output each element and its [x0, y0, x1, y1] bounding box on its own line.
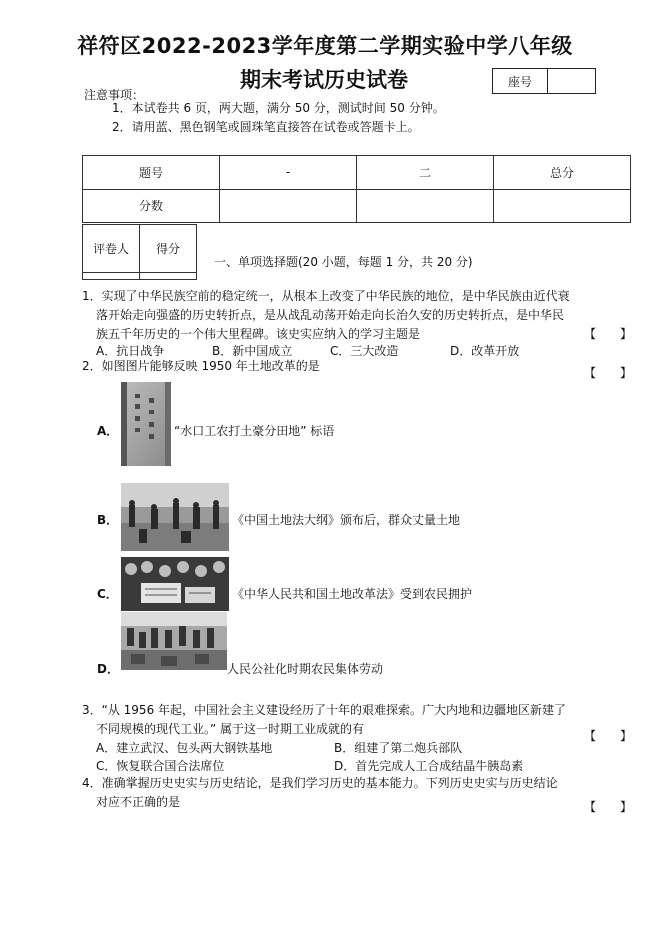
score-entry-cell[interactable]: [494, 189, 631, 223]
slogan-photo-image: [121, 382, 171, 466]
question-2-option-d-caption[interactable]: 人民公社化时期农民集体劳动: [227, 662, 384, 676]
question-4-answer-bracket[interactable]: 【 】: [584, 800, 633, 814]
notes-heading: 注意事项：: [84, 88, 145, 102]
question-3-option-d[interactable]: D．首先完成人工合成结晶牛胰岛素: [334, 759, 524, 773]
question-1-option-b[interactable]: B．新中国成立: [212, 344, 293, 358]
land-survey-photo-image: [121, 483, 229, 551]
seat-number-field[interactable]: [548, 69, 595, 93]
question-2-option-b-letter[interactable]: B．: [97, 513, 119, 527]
question-4-line: 4．准确掌握历史史实与历史结论，是我们学习历史的基本能力。下列历史史实与历史结论: [82, 776, 558, 790]
question-1-option-a[interactable]: A．抗日战争: [96, 344, 165, 358]
commune-labor-photo-image: [121, 612, 227, 670]
grader-reviewer-field[interactable]: [83, 272, 140, 279]
question-4-line: 对应不正确的是: [96, 795, 181, 809]
grader-score-field[interactable]: [140, 272, 197, 279]
score-table-header-row: [83, 156, 631, 190]
score-table-score-row: [83, 189, 631, 223]
question-2-option-c-caption[interactable]: 《中华人民共和国土地改革法》受到农民拥护: [232, 587, 473, 601]
question-1-option-d[interactable]: D．改革开放: [450, 344, 520, 358]
section-1-heading: 一、单项选择题(20 小题，每题 1 分，共 20 分): [214, 255, 473, 269]
slogan-photo: [121, 382, 171, 466]
question-3-option-a[interactable]: A．建立武汉、包头两大钢铁基地: [96, 741, 273, 755]
question-3-answer-bracket[interactable]: 【 】: [584, 729, 633, 743]
exam-title-line2: 期末考试历史试卷: [240, 68, 408, 92]
grader-box: [82, 224, 197, 280]
score-entry-cell[interactable]: [220, 189, 357, 223]
seat-number-label: 座号: [493, 69, 548, 93]
question-1-line: 落开始走向强盛的历史转折点，是从战乱动荡开始走向长治久安的历史转折点，是中华民: [96, 308, 565, 322]
question-2-option-a-letter[interactable]: A．: [97, 424, 119, 438]
land-reform-law-photo: [121, 557, 229, 611]
score-table-cell: 分数: [83, 189, 220, 223]
question-2-option-b-caption[interactable]: 《中国土地法大纲》颁布后，群众丈量土地: [232, 513, 461, 527]
grader-reviewer-label: 评卷人: [83, 225, 140, 273]
commune-labor-photo: [121, 612, 227, 670]
exam-title-line1: 祥符区2022-2023学年度第二学期实验中学八年级: [77, 34, 573, 58]
notes-item-2: 2．请用蓝、黑色钢笔或圆珠笔直接答在试卷或答题卡上。: [112, 120, 420, 134]
question-1-line: 族五千年历史的一个伟大里程碑。该史实应纳入的学习主题是: [96, 327, 421, 341]
question-3-line: 不同规模的现代工业。” 属于这一时期工业成就的有: [96, 722, 365, 736]
question-2-option-c-letter[interactable]: C．: [97, 587, 118, 601]
seat-number-box: [492, 68, 596, 94]
score-entry-cell[interactable]: [357, 189, 494, 223]
question-3-option-b[interactable]: B．组建了第二炮兵部队: [334, 741, 463, 755]
question-1-answer-bracket[interactable]: 【 】: [584, 327, 633, 341]
question-3-option-c[interactable]: C．恢复联合国合法席位: [96, 759, 225, 773]
score-table: [82, 155, 631, 223]
question-4: [82, 774, 634, 812]
land-reform-law-photo-image: [121, 557, 229, 611]
score-table-cell: 题号: [83, 156, 220, 190]
question-2-answer-bracket[interactable]: 【 】: [584, 366, 633, 380]
question-2-option-d-letter[interactable]: D．: [97, 662, 119, 676]
question-1: [82, 287, 634, 344]
grader-score-label: 得分: [140, 225, 197, 273]
score-table-cell: 总分: [494, 156, 631, 190]
notes-item-1: 1．本试卷共 6 页，两大题，满分 50 分，测试时间 50 分钟。: [112, 101, 445, 115]
question-2-stem: 2．如图图片能够反映 1950 年土地改革的是: [82, 359, 320, 373]
question-1-line: 1．实现了中华民族空前的稳定统一，从根本上改变了中华民族的地位，是中华民族由近代衰: [82, 289, 570, 303]
score-table-cell: 二: [357, 156, 494, 190]
question-3-line: 3．“从 1956 年起，中国社会主义建设经历了十年的艰难探索。广大内地和边疆地区新建了: [82, 703, 567, 717]
question-2-option-a-caption[interactable]: “水口工农打土豪分田地” 标语: [174, 424, 335, 438]
question-3: [82, 701, 634, 739]
land-survey-photo: [121, 483, 229, 551]
score-table-cell: -: [220, 156, 357, 190]
question-1-option-c[interactable]: C．三大改造: [330, 344, 399, 358]
